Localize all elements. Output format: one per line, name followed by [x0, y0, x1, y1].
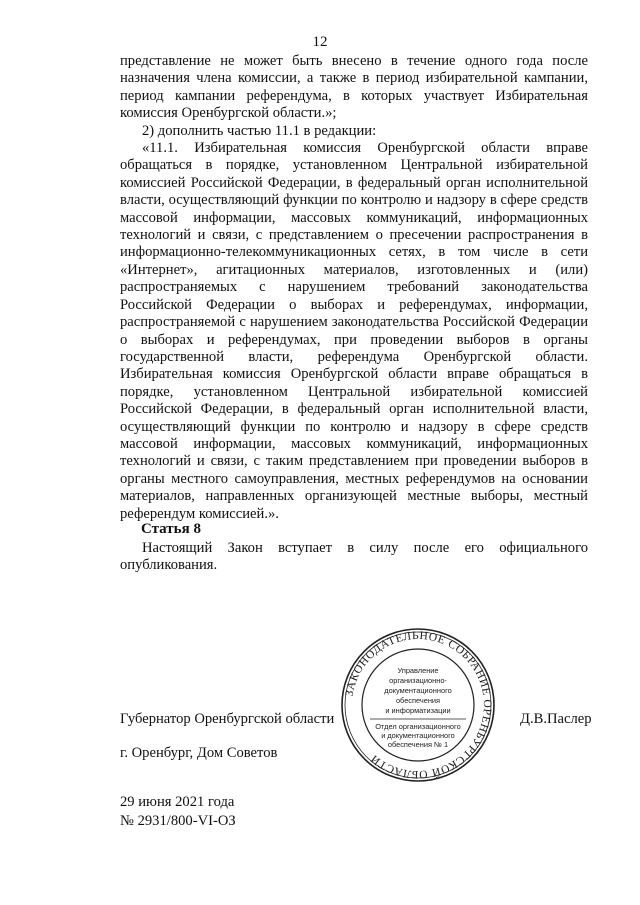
paragraph-amendment-intro: 2) дополнить частью 11.1 в редакции:: [142, 122, 377, 139]
law-number: № 2931/800-VI-ОЗ: [120, 813, 236, 829]
stamp-line: организационно-: [389, 676, 447, 685]
signatory-name: Д.В.Паслер: [520, 711, 592, 727]
article-text: Настоящий Закон вступает в силу после его официального опубликования.: [120, 540, 588, 574]
stamp-line: и документационного: [381, 731, 455, 740]
signing-date: 29 июня 2021 года: [120, 794, 235, 810]
signatory-title: Губернатор Оренбургской области: [120, 711, 335, 727]
paragraph-continuation: представление не может быть внесено в течение одного года после назначения члена комиссии, а также в период избирательной кампании, период кампании референдума, в которых участвует Избирательная комиссия Оренбургской области.»;: [120, 53, 588, 122]
stamp-line: Управление: [397, 666, 439, 675]
page-number: 12: [312, 34, 328, 50]
stamp-line: документационного: [384, 686, 452, 695]
signing-place: г. Оренбург, Дом Советов: [120, 745, 278, 761]
article-body: [120, 540, 588, 575]
stamp-ring-text: ЗАКОНОДАТЕЛЬНОЕ СОБРАНИЕ ОРЕНБУРГСКОЙ ОБЛАСТИ: [343, 629, 494, 781]
stamp-line: обеспечения: [395, 696, 441, 705]
document-body: [120, 53, 588, 523]
stamp-line: Отдел организационного: [375, 722, 461, 731]
article-heading: Статья 8: [141, 521, 201, 537]
stamp-line: обеспечения № 1: [387, 740, 449, 749]
paragraph-part-11-1: «11.1. Избирательная комиссия Оренбургской области вправе обращаться в порядке, установленном Центральной избирательной комиссией Российской Федерации, в федеральный орган исполнительной власти, осуществляющий функции по контролю и надзору в сфере средств массовой информации, массовых коммуникаций, информационных технологий и связи, с представлением о пресечении распространения в информационно-телекоммуникационных сетях, в том числе в сети «Интернет», агитационных материалов, изготовленных и (или) распространяемых с нарушением требований законодательства Российской Федерации о выборах и референдумах, информации, распространяемой с нарушением законодательства Российской Федерации о выборах и референдумах, при проведении выборов в органы государственной власти, референдума Оренбургской области. Избирательная комиссия Оренбургской области вправе обращаться в порядке, установленном Центральной избирательной комиссией Российской Федерации, в федеральный орган исполнительной власти, осуществляющий функции по контролю и надзору в сфере средств массовой информации, массовых коммуникаций, информационных технологий и связи, с таким представлением при проведении выборов в органы местного самоуправления, местных референдумов на основании материалов, направленных организующей местные выборы, местный референдум комиссией.».: [120, 140, 588, 522]
official-stamp: [340, 627, 496, 783]
stamp-line: и информатизации: [385, 706, 451, 715]
